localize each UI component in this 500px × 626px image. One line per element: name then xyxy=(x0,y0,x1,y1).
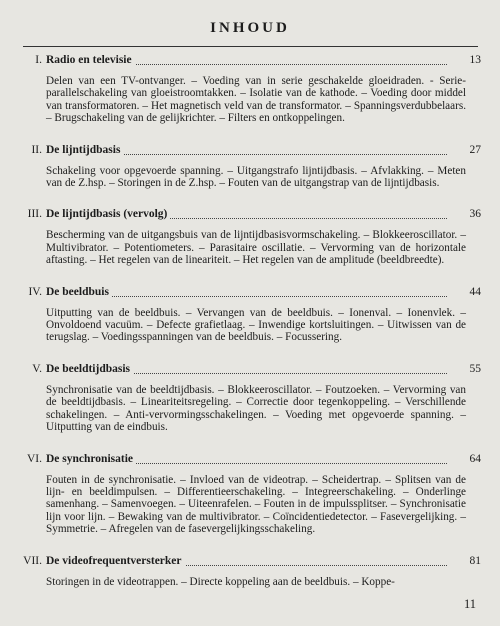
toc-entry-heading xyxy=(16,286,481,303)
chapter-description: Bescherming van de uitgangsbuis van de lijntijdbasisvormschakeling. – Blokkeeroscillator. – Multivibrator. – Potentiometers. – Parasitaire oscillatie. – Vervorming van de horizontale aftasting. – Het regelen van de lineariteit. – Het regelen van de amplitude (beeldbreedte). xyxy=(46,229,466,267)
chapter-page-number: 55 xyxy=(469,362,481,375)
chapter-description: Delen van een TV-ontvanger. – Voeding van in serie geschakelde gloeidraden. - Serie-parallelschakeling van gloeistroomtakken. – Isolatie van de kathode. – Voeding door middel van transformatoren. – Het magnetisch veld van de transformator. – Spanningsverdubbelaars. – Brugschakeling van de gelijkrichter. – Filters en ontkoppelingen. xyxy=(46,75,466,125)
chapter-page-number: 81 xyxy=(469,554,481,567)
chapter-number: I. xyxy=(35,54,42,66)
toc-entry-heading xyxy=(16,208,481,225)
chapter-number: VII. xyxy=(23,554,42,567)
chapter-title: De lijntijdbasis xyxy=(46,144,123,156)
toc-entry-heading xyxy=(16,363,481,380)
chapter-title: De beeldbuis xyxy=(46,286,112,298)
chapter-title: De beeldtijdbasis xyxy=(46,363,133,375)
toc-entry xyxy=(16,363,481,434)
chapter-title: Radio en televisie xyxy=(46,54,135,66)
chapter-title: De synchronisatie xyxy=(46,453,136,465)
chapter-description: Storingen in de videotrappen. – Directe koppeling aan de beeldbuis. – Koppe- xyxy=(46,575,395,588)
chapter-number: V. xyxy=(32,362,42,375)
toc-entry-heading xyxy=(16,555,481,572)
toc-entry-heading xyxy=(16,144,481,161)
chapter-number: III. xyxy=(27,208,42,221)
chapter-number: IV. xyxy=(28,285,42,298)
chapter-page-number: 13 xyxy=(469,54,481,66)
table-of-contents xyxy=(16,54,481,607)
chapter-page-number: 36 xyxy=(469,208,481,221)
toc-entry xyxy=(16,555,481,588)
chapter-number: II. xyxy=(31,143,42,156)
toc-entry xyxy=(16,286,481,344)
toc-entry xyxy=(16,54,481,125)
chapter-page-number: 27 xyxy=(469,143,481,156)
title-rule xyxy=(23,46,478,47)
toc-entry-heading xyxy=(16,54,481,71)
chapter-description: Synchronisatie van de beeldtijdbasis. – Blokkeeroscillator. – Foutzoeken. – Vervorming van de beeldtijdbasis. – Lineariteitsregeling. – Correctie door tegenkoppeling. – Verschillende schakelingen. – Anti-vervormingsschakelingen. – Voeding met opgevoerde spanning. – Uitputting van de eindbuis. xyxy=(46,383,466,434)
chapter-number: VI. xyxy=(26,452,42,465)
toc-entry xyxy=(16,453,481,536)
chapter-description: Fouten in de synchronisatie. – Invloed van de videotrap. – Scheidertrap. – Splitsen van de lijn- en beeldimpulsen. – Differentieerschakeling. – Integreerschakeling. – Onderlinge samenhang. – Samenvoegen. – Uiteenrafelen. – Fouten in de impulssplitser. – Synchronisatie lijn voor lijn. – Bewaking van de multivibrator. – Coïncidentiedetector. – Fasevergelijking. – Symmetrie. – Afregelen van de fasevergelijkingsschakeling. xyxy=(46,473,466,536)
chapter-page-number: 64 xyxy=(469,452,481,465)
toc-entry-heading xyxy=(16,453,481,470)
chapter-description: Schakeling voor opgevoerde spanning. – Uitgangstrafo lijntijdbasis. – Afvlakking. – Meten van de Z.hsp. – Storingen in de Z.hsp. – Fouten van de uitgangstrap van de lijntijdbasis. xyxy=(46,164,466,190)
page-title: INHOUD xyxy=(210,20,290,36)
toc-entry xyxy=(16,208,481,266)
chapter-title: De lijntijdbasis (vervolg) xyxy=(46,208,170,220)
page-folio: 11 xyxy=(463,597,476,611)
chapter-title: De videofrequentversterker xyxy=(46,555,185,567)
toc-entry xyxy=(16,144,481,190)
chapter-description: Uitputting van de beeldbuis. – Vervangen van de beeldbuis. – Ionenval. – Ionenvlek. – Onvoldoend vacuüm. – Defecte grafietlaag. – Inwendige kortsluitingen. – Uitwissen van de terugslag. – Voedingsspanningen van de beeldbuis. – Focussering. xyxy=(46,306,466,344)
chapter-page-number: 44 xyxy=(469,285,481,298)
